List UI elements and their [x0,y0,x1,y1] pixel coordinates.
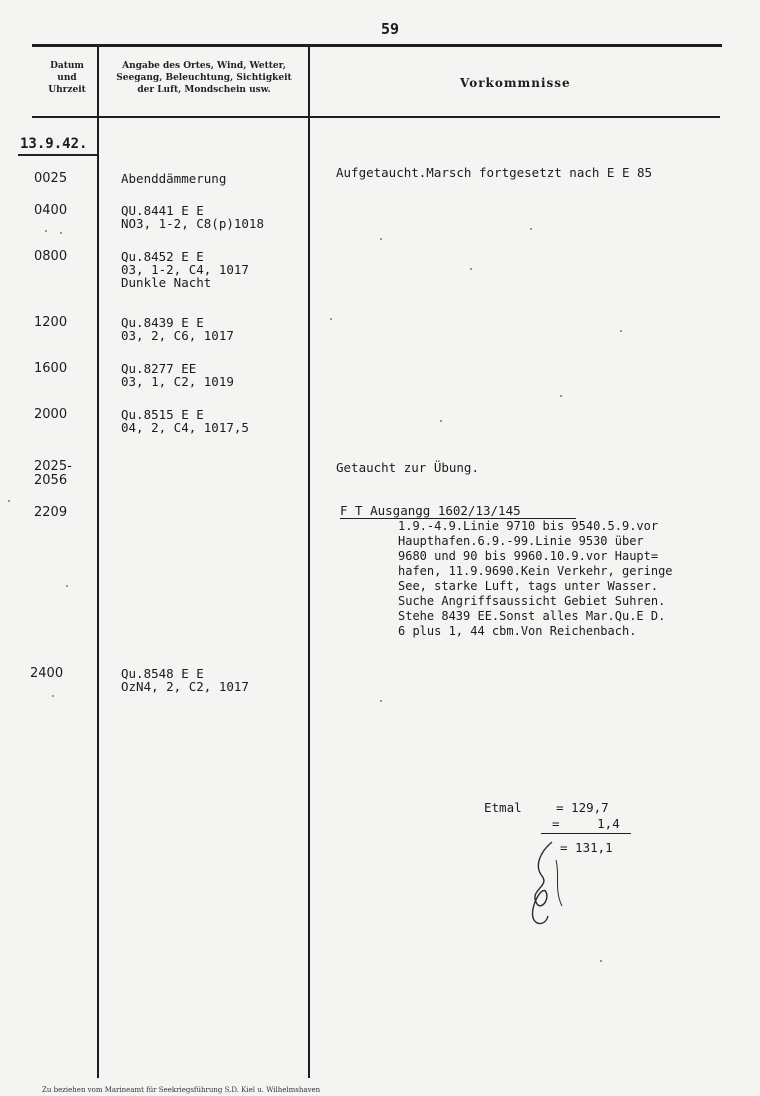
scan-speck [380,238,382,240]
scan-speck [60,232,62,234]
entry-place: Qu.8439 E E 03, 2, C6, 1017 [121,315,234,343]
entry-time: 2209 [34,505,68,520]
column-rule-2 [308,46,310,1078]
entry-time: 1600 [34,361,68,376]
entry-time: 0400 [34,203,68,218]
entry-place: Qu.8515 E E 04, 2, C4, 1017,5 [121,407,249,435]
ft-heading: F T Ausgangg 1602/13/145 [340,503,521,518]
header-rule [32,116,720,118]
entry-time: 2000 [34,407,68,422]
scan-speck [620,330,622,332]
etmal-label: Etmal [484,800,522,815]
scan-speck [560,395,562,397]
header-datum [40,60,94,96]
form-footer: Zu beziehen vom Marineamt für Seekriegsführung S.D. Kiel u. Wilhelmshaven [42,1086,321,1094]
entry-place: Abenddämmerung [121,171,227,186]
header-datum-line: Datum [50,61,84,71]
entry-time: 1200 [34,315,68,330]
entry-time: 0800 [34,249,68,264]
etmal-line-1: = 129,7 [556,800,609,815]
scan-speck [52,695,54,697]
entry-place: Qu.8548 E E OzN4, 2, C2, 1017 [121,666,249,694]
scan-speck [330,318,332,320]
date-underline [18,154,98,156]
header-ort-line: der Luft, Mondschein usw. [137,85,271,95]
scan-speck [380,700,382,702]
header-datum-line: und [57,73,77,83]
entry-date: 13.9.42. [20,136,88,152]
etmal-line-2: = 1,4 [552,816,620,831]
etmal-total: = 131,1 [560,840,613,855]
entry-time: 2400 [30,666,64,681]
entry-time: 0025 [34,171,68,186]
ft-message-body: 1.9.-4.9.Linie 9710 bis 9540.5.9.vor Haupthafen.6.9.-99.Linie 9530 über 9680 und 90 bis 9960.10.9.vor Haupt= hafen, 11.9.9690.Kein Verkehr, geringe See, starke Luft, tags unter Wasser. Suche Angriffsaussicht Gebiet Suhren. Stehe 8439 EE.Sonst alles Mar.Qu.E D. 6 plus 1, 44 cbm.Von Reichenbach. [398,519,673,638]
column-rule-1 [97,46,99,1078]
scan-speck [66,585,68,587]
entry-event: Aufgetaucht.Marsch fortgesetzt nach E E 85 [336,165,653,180]
entry-place: QU.8441 E E NO3, 1-2, C8(p)1018 [121,203,264,231]
scan-speck [440,420,442,422]
entry-place: Qu.8277 EE 03, 1, C2, 1019 [121,361,234,389]
entry-time: 2025- 2056 [34,459,72,488]
scan-speck [45,230,47,232]
header-datum-line: Uhrzeit [48,85,86,95]
top-rule [32,44,722,47]
scan-speck [530,228,532,230]
signature-scribble [520,840,580,930]
header-ort-line: Angabe des Ortes, Wind, Wetter, [122,61,286,71]
entry-place: Qu.8452 E E 03, 1-2, C4, 1017 Dunkle Nacht [121,249,249,290]
header-ort [102,60,306,96]
scan-speck [600,960,602,962]
scan-speck [470,268,472,270]
page-number: 59 [381,20,400,38]
header-ort-line: Seegang, Beleuchtung, Sichtigkeit [116,73,292,83]
header-vorkommnisse: Vorkommnisse [460,76,571,90]
entry-event: Getaucht zur Übung. [336,460,479,475]
etmal-sum-rule [541,833,631,834]
scan-speck [8,500,10,502]
